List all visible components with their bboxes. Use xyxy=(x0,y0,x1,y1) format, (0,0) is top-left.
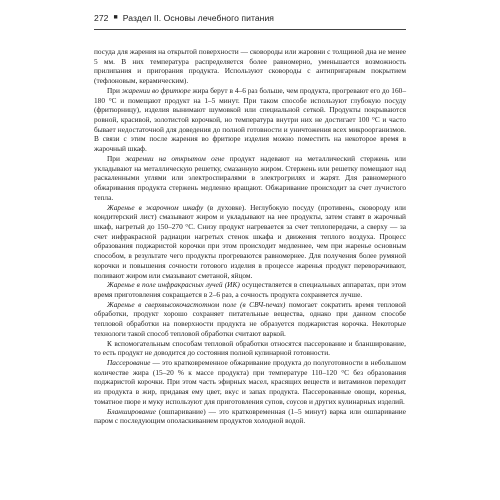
paragraph-text: продукт надевают на металлический стержень или укладывают на металлическую решетку, смазанную жиром. Стержень или решетку помещают над раскаленными углями или электроспиралями в электрогрилях и жарят. Для равномерного обжаривания продукта стержень медленно вращают. Обжаривание происходит за счет лучистого тепла. xyxy=(94,153,406,202)
page-number: 272 xyxy=(94,13,109,23)
paragraph-text: При xyxy=(107,153,126,163)
emphasis-term: жарении на открытом огне xyxy=(125,153,225,163)
running-header xyxy=(94,11,410,25)
paragraph xyxy=(94,358,406,407)
paragraph-text: осуществляется в специальных аппаратах, при этом время приготовления сокращается в 2–6 раз, а сочность продукта сохраняется лучше. xyxy=(94,280,406,299)
emphasis-term: Жаренье в жарочном шкафу xyxy=(107,202,204,212)
emphasis-term: Жаренье в сверхвысокочастотном поле (в СВЧ-печах) xyxy=(107,299,286,309)
paragraph-text: жира берут в 4–6 раз больше, чем продукта, прогревают его до 160–180 °С и помещают продукт на 1–5 минут. При таком способе используют глубокую посуду (фритюрницу), изделия вынимают шумовкой или специальной сеткой. Продукты покрываются ровной, красивой, золотистой корочкой, но температура внутри них не достигает 100 °С и часто бывает недостаточной для доведения до полной готовности и уничтожения всех микроорганизмов. В связи с этим после жарения во фритюре изделия можно поместить на некоторое время в жарочный шкаф. xyxy=(94,85,406,154)
paragraph xyxy=(94,47,406,86)
emphasis-term: жарении во фритюре xyxy=(121,85,191,95)
paragraph xyxy=(94,300,406,339)
paragraph xyxy=(94,203,406,281)
paragraph xyxy=(94,339,406,358)
paragraph-text: — это кратковременное обжаривание продукта до полуготовности в небольшом количестве жира (15–20 % к массе продукта) при температуре 110–120 °С без образования поджаристой корочки. При этом часть эфирных масел, красящих веществ и витаминов переходит из продукта в жир, придавая ему цвет, вкус и запах продукта. Пассерованные овощи, коренья, томатное пюре и муку используют для приготовления супов, соусов и других кулинарных изделий. xyxy=(94,358,406,406)
emphasis-term: Пассерование xyxy=(107,358,151,367)
page-body xyxy=(94,47,406,426)
paragraph-text: посуда для жарения на открытой поверхности — сковороды или жаровни с толщиной дна не менее 5 мм. В них температура распределяется более равномерно, уменьшается возможность прилипания и пригорания продукта. Используют сковороды с антипригарным покрытием (тефлоновым, керамическим). xyxy=(94,47,406,86)
paragraph-text: помогает сократить время тепловой обработки, продукт хорошо сохраняет питательные вещества, однако при данном способе тепловой обработки на поверхности продукта не образуется поджаристая корочка. Некоторые технологи такой способ тепловой обработки считают варкой. xyxy=(94,299,406,338)
paragraph-text: К вспомогательным способам тепловой обработки относятся пассерование и бланширование, то есть продукт не доводится до состояния полной кулинарной готовности. xyxy=(94,338,406,358)
emphasis-term: Жаренье в поле инфракрасных лучей (ИК) xyxy=(107,280,240,290)
paragraph xyxy=(94,407,406,426)
paragraph xyxy=(94,154,406,203)
paragraph xyxy=(94,86,406,154)
emphasis-term: Бланширование xyxy=(107,406,156,416)
paragraph-text: (в духовке). Неглубокую посуду (противень, сковороду или кондитерский лист) смазывают жиром и укладывают на нее продукты, затем ставят в жарочный шкаф, нагретый до 150–270 °С. Снизу продукт нагревается за счет теплопередачи, а сверху — за счет инфракрасной радиации нагретых стенок шкафа и движения теплого воздуха. Процесс образования поджаристой корочки при этом происходит медленнее, чем при жаренье основным способом, в результате чего продукты прогреваются равномернее. Для получения более румяной корочки и повышения сочности готового изделия в процессе жаренья продукт переворачивают, поливают жиром или смазывают сметаной, яйцом. xyxy=(94,202,406,280)
paragraph xyxy=(94,280,406,299)
section-title: Раздел II. Основы лечебного питания xyxy=(122,13,275,23)
header-rule xyxy=(94,29,406,30)
square-marker-icon: ■ xyxy=(113,14,118,21)
paragraph-text: (ошпаривание) — это кратковременная (1–5 минут) варка или ошпаривание паром с последующим ополаскиванием продуктов холодной водой. xyxy=(94,406,406,426)
paragraph-text: При xyxy=(107,85,122,95)
